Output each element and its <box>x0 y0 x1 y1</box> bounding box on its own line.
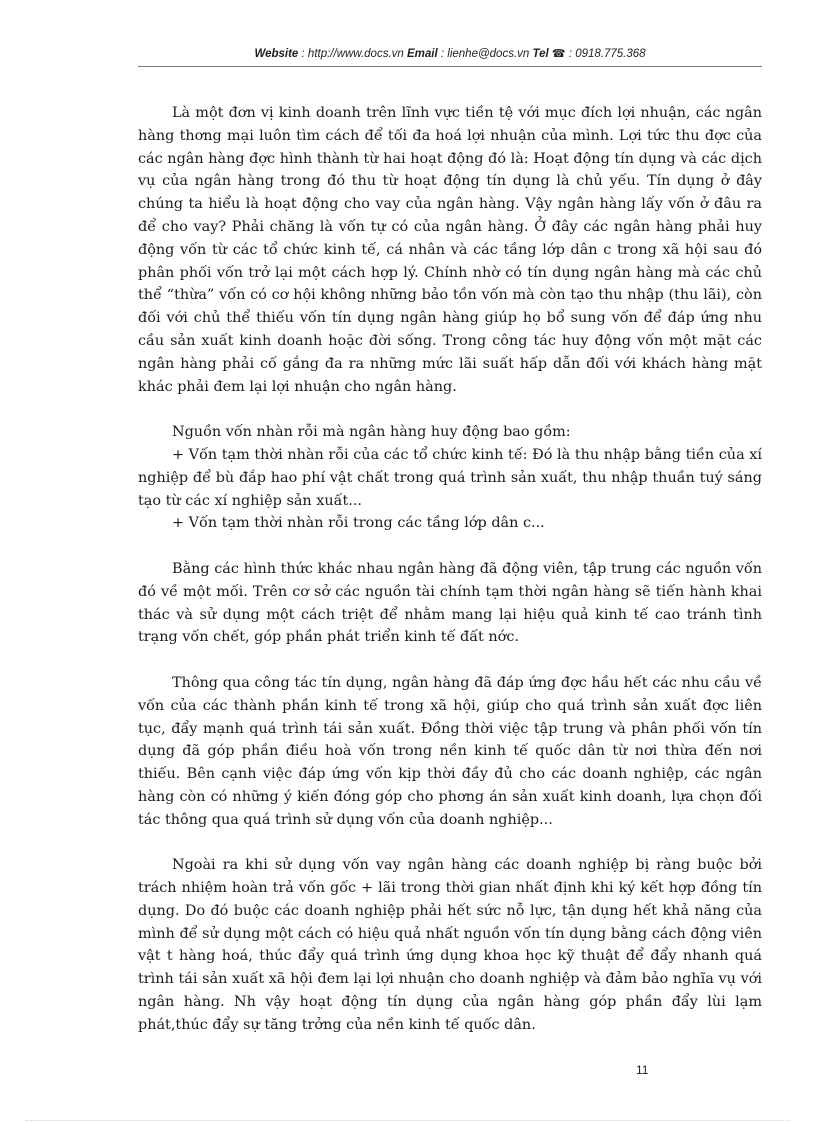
paragraph-6: Thông qua công tác tín dụng, ngân hàng đã đáp ứng đợc hầu hết các nhu cầu về vốn của các thành phần kinh tế trong xã hội, giúp cho quá trình sản xuất đợc liên tục, đẩy mạnh quá trình tái sản xuất. Đồng thời việc tập trung và phân phối vốn tín dụng đã góp phần điều hoà vốn trong nền kinh tế quốc dân từ nơi thừa đến nơi thiếu. Bên cạnh việc đáp ứng vốn kịp thời đầy đủ cho các doanh nghiệp, các ngân hàng còn có những ý kiến đóng góp cho phơng án sản xuất kinh doanh, lựa chọn đối tác thông qua quá trình sử dụng vốn của doanh nghiệp... <box>138 674 762 828</box>
page-header <box>138 47 762 60</box>
tel-number: 0918.775.368 <box>575 48 646 60</box>
paragraph-4: + Vốn tạm thời nhàn rỗi trong các tầng lớp dân c... <box>172 515 545 532</box>
paragraph-5: Bằng các hình thức khác nhau ngân hàng đã động viên, tập trung các nguồn vốn đó về một mối. Trên cơ sở các nguồn tài chính tạm thời ngân hàng sẽ tiến hành khai thác và sử dụng một cách triệt để nhằm mang lại hiệu quả kinh tế cao tránh tình trạng vốn chết, góp phần phát triển kinh tế đất nớc. <box>138 560 762 646</box>
header-divider <box>138 66 762 67</box>
document-body <box>138 102 762 1037</box>
paragraph-2: Nguồn vốn nhàn rỗi mà ngân hàng huy động bao gồm: <box>172 424 571 441</box>
page-number: 11 <box>636 1063 649 1077</box>
page-bottom-border <box>26 1120 790 1121</box>
tel-label: Tel <box>532 48 549 60</box>
email-separator: : <box>437 48 448 60</box>
paragraph-7: Ngoài ra khi sử dụng vốn vay ngân hàng các doanh nghiệp bị ràng buộc bởi trách nhiệm hoàn trả vốn gốc + lãi trong thời gian nhất định khi ký kết hợp đồng tín dụng. Do đó buộc các doanh nghiệp phải hết sức nỗ lực, tận dụng hết khả năng của mình để sử dụng một cách có hiệu quả nhất nguồn vốn tín dụng bằng cách động viên vật t hàng hoá, thúc đẩy quá trình ứng dụng khoa học kỹ thuật để đẩy nhanh quá trình tái sản xuất xã hội đem lại lợi nhuận cho doanh nghiệp và đảm bảo nghĩa vụ với ngân hàng. Nh vậy hoạt động tín dụng của ngân hàng góp phần đẩy lùi lạm phát,thúc đẩy sự tăng trởng của nền kinh tế quốc dân. <box>138 857 762 1033</box>
paragraph-3: + Vốn tạm thời nhàn rỗi của các tổ chức kinh tế: Đó là thu nhập bằng tiền của xí nghiệp để bù đắp hao phí vật chất trong quá trình sản xuất, thu nhập thuần tuý sáng tạo từ các xí nghiệp sản xuất... <box>138 446 762 509</box>
phone-icon: ☎ <box>551 48 566 60</box>
tel-separator: : <box>565 48 576 60</box>
website-link[interactable]: http://www.docs.vn <box>307 48 404 60</box>
paragraph-1: Là một đơn vị kinh doanh trên lĩnh vực tiền tệ với mục đích lợi nhuận, các ngân hàng thơng mại luôn tìm cách để tối đa hoá lợi nhuận của mình. Lợi tức thu đợc của các ngân hàng đợc hình thành từ hai hoạt động đó là: Hoạt động tín dụng và các dịch vụ của ngân hàng trong đó thu từ hoạt động tín dụng là chủ yếu. Tín dụng ở đây chúng ta hiểu là hoạt động cho vay của ngân hàng. Vậy ngân hàng lấy vốn ở đâu ra để cho vay? Phải chăng là vốn tự có của ngân hàng. Ở đây các ngân hàng phải huy động vốn từ các tổ chức kinh tế, cá nhân và các tầng lớp dân c trong xã hội sau đó phân phối vốn trở lại một cách hợp lý. Chính nhờ có tín dụng ngân hàng mà các chủ thể “thừa” vốn có cơ hội không những bảo tồn vốn mà còn tạo thu nhập (thu lãi), còn đối với chủ thể thiếu vốn tín dụng ngân hàng giúp họ bổ sung vốn để đáp ứng nhu cầu sản xuất kinh doanh hoặc đời sống. Trong công tác huy động vốn một mặt các ngân hàng phải cố gắng đa ra những mức lãi suất hấp dẫn đối với khách hàng mặt khác phải đem lại lợi nhuận cho ngân hàng. <box>138 105 762 395</box>
website-separator: : <box>298 48 308 60</box>
website-label: Website <box>254 48 299 60</box>
email-link[interactable]: lienhe@docs.vn <box>447 48 530 60</box>
email-label: Email <box>407 48 438 60</box>
